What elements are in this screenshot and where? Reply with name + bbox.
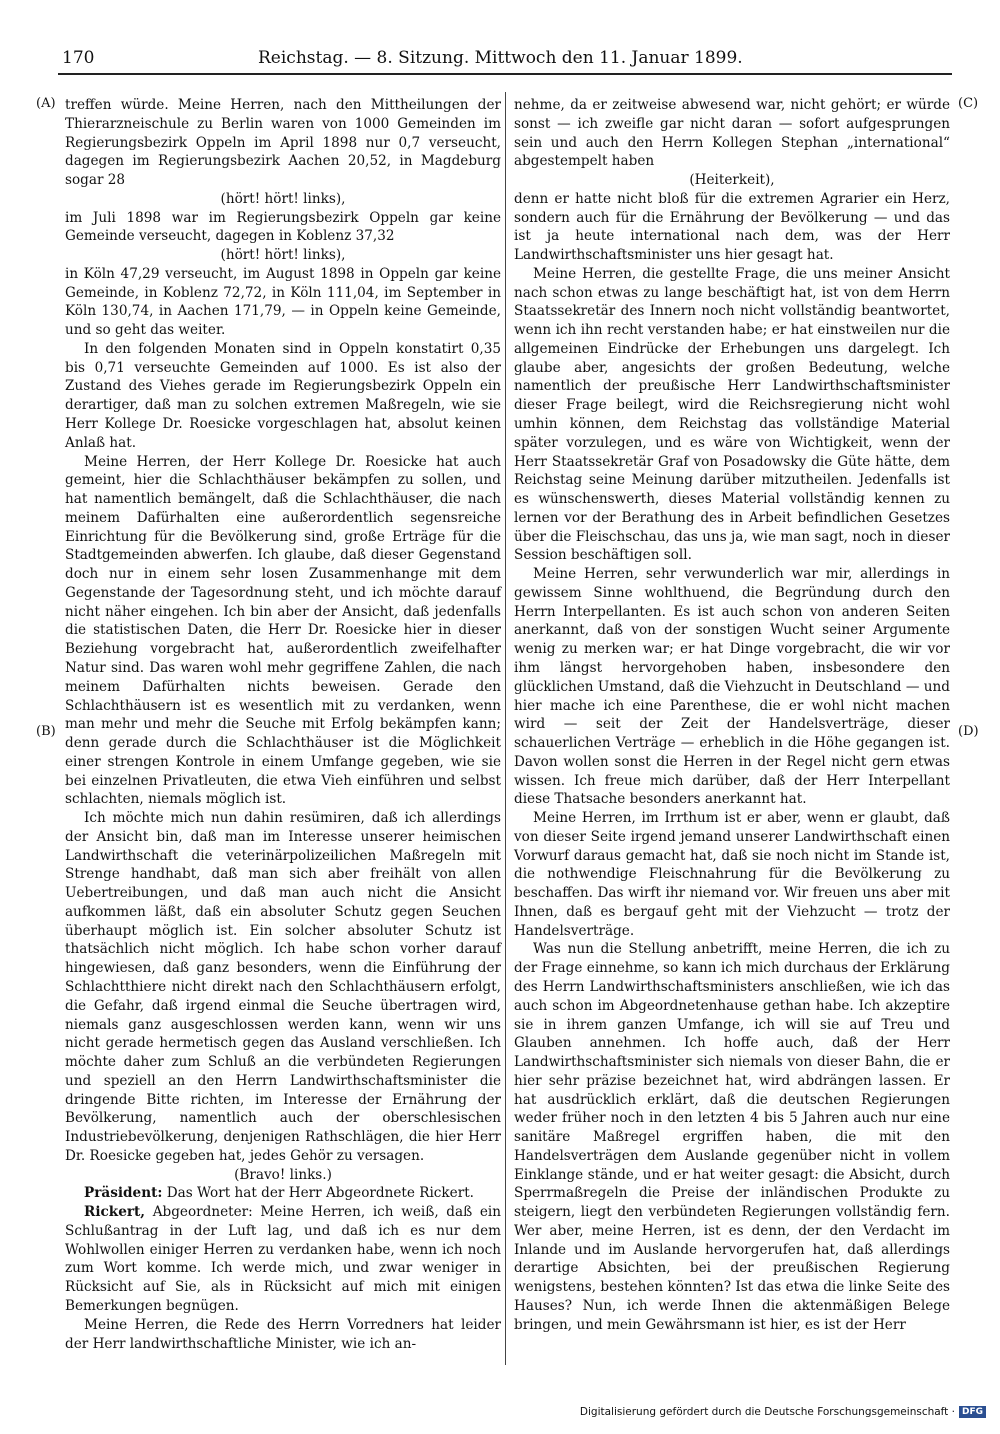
interjection: (Bravo! links.) xyxy=(234,1166,332,1183)
margin-mark-b: (B) xyxy=(36,724,56,739)
speaker-paragraph xyxy=(65,1203,501,1316)
paragraph: Meine Herren, sehr verwunderlich war mir, allerdings in gewissem Sinne wohlthuend, die Begründung durch den Herrn Interpellanten. Es ist auch schon von anderen Seiten anerkannt, daß von der sonstigen Wucht seiner Argumente wenig zu merken war; er hat Dinge vorgebracht, die wir vor ihm längst hervorgehoben haben, insbesondere den glücklichen Umstand, daß die Viehzucht in Deutschland — und hier mache ich eine Parenthese, die er wohl nicht machen wird — seit der Zeit der Handelsverträge, dieser schauerlichen Verträge — erheblich in die Höhe gegangen ist. Davon wollen sonst die Herren in der Regel nicht gern etwas wissen. Ich freue mich darüber, daß der Herr Interpellant diese Thatsache besonders anerkannt hat. xyxy=(514,566,950,808)
page-header xyxy=(58,46,952,74)
paragraph: Was nun die Stellung anbetrifft, meine Herren, die ich zu der Frage einnehme, so kann ich mich durchaus der Erklärung des Herrn Landwirthschaftsministers anschließen, wie ich das auch schon im Abgeordnetenhause gethan habe. Ich akzeptire sie in ihrem ganzen Umfange, ich will sie auf Treu und Glauben annehmen. Ich hoffe auch, daß der Herr Landwirthschaftsminister sich niemals von dieser Bahn, die er hier sehr präzise bezeichnet hat, wird abdrängen lassen. Er hat ausdrücklich erklärt, daß die deutschen Regierungen weder früher noch in den letzten 4 bis 5 Jahren auch nur eine sanitäre Maßregel ergriffen haben, die mit den Handelsverträgen dem Auslande gegenüber nicht in vollem Einklange stände, und er hat weiter gesagt: die Absicht, durch Sperrmaßregeln die Preise der inländischen Produkte zu steigern, liegt den verbündeten Regierungen vollständig fern. Wer aber, meine Herren, ist es denn, der den Verdacht im Inlande und im Auslande hervorgerufen hat, daß allerdings derartige Absichten, bei der preußischen Regierung wenigstens, bestehen könnten? Ist das etwa die linke Seite des Hauses? Nun, ich werde Ihnen die aktenmäßigen Belege bringen, und mein Gewährsmann ist hier, es ist der Herr xyxy=(514,941,950,1333)
interjection: (Heiterkeit), xyxy=(689,172,775,189)
digitization-footer xyxy=(580,1406,986,1418)
paragraph: Meine Herren, die gestellte Frage, die uns meiner Ansicht nach schon etwas zu lange beschäftigt hat, ist von dem Herrn Staatssekretär des Innern noch nicht vollständig beantwortet, wenn ich ihn recht verstanden habe; er hat einstweilen nur die allgemeinen Eindrücke der Erhebungen uns dargelegt. Ich glaube aber, angesichts der großen Bedeutung, welche namentlich der preußische Herr Landwirthschaftsminister dieser Frage beilegt, wird die Reichsregierung nicht wohl umhin können, dem Reichstag das vollständige Material später vorzulegen, und es wäre von Wichtigkeit, wenn der Herr Staatssekretär Graf von Posadowsky die Güte hätte, dem Reichstag seine Meinung darüber mitzutheilen. Jedenfalls ist es wünschenswerth, dieses Material vollständig kennen zu lernen vor der Berathung des in Arbeit befindlichen Gesetzes über die Fleischschau, das uns ja, wie man sagt, noch in dieser Session beschäftigen soll. xyxy=(514,265,950,564)
paragraph: nehme, da er zeitweise abwesend war, nicht gehört; er würde sonst — ich zweifle gar nicht daran — sofort aufgesprungen sein und auch den Herrn Kollegen Stephan „international“ abgestempelt haben xyxy=(514,97,950,170)
column-separator xyxy=(505,92,506,1365)
paragraph: Ich möchte mich nun dahin resümiren, daß ich allerdings der Ansicht bin, daß man im Interesse unserer heimischen Landwirthschaft die veterinärpolizeilichen Maßregeln mit Strenge handhabt, daß man sich aber freihält von allen Uebertreibungen, und daß man auch nicht die Ansicht aufkommen läßt, daß ein absoluter Schutz gegen Seuchen überhaupt möglich ist. Ein solcher absoluter Schutz ist thatsächlich nicht möglich. Ich habe schon vorher darauf hingewiesen, daß ganz besonders, wenn die Einführung der Schlachtthiere nicht direkt nach den Schlachthäusern erfolgt, die Gefahr, daß irgend einmal die Seuche übertragen wird, niemals ganz ausgeschlossen werden kann, wenn wir uns nicht gerade hermetisch gegen das Ausland verschließen. Ich möchte daher zum Schluß an die verbündeten Regierungen und speziell an den Herrn Landwirthschaftsminister die dringende Bitte richten, im Interesse der Ernährung der Bevölkerung, namentlich auch der oberschlesischen Industriebevölkerung, denjenigen Rathschlägen, die hier Herr Dr. Roesicke gegeben hat, jedes Gehör zu versagen. xyxy=(65,810,501,1164)
speech-text: Abgeordneter: Meine Herren, ich weiß, daß ein Schlußantrag in der Luft lag, und daß ich es nur dem Wohlwollen einiger Herren zu verdanken habe, wenn ich noch zum Wort komme. Ich werde mich, und zwar weniger in Rücksicht auf Sie, als in Rücksicht auf mich mit einigen Bemerkungen begnügen. xyxy=(65,1204,501,1314)
paragraph: In den folgenden Monaten sind in Oppeln konstatirt 0,35 bis 0,71 verseuchte Gemeinden auf 1000. Es ist also der Zustand des Viehes gerade im Regierungsbezirk Oppeln ein derartiger, daß man zu solchen extremen Maßregeln, wie sie Herr Kollege Dr. Roesicke vorgeschlagen hat, absolut keinen Anlaß hat. xyxy=(65,340,501,451)
paragraph: Meine Herren, die Rede des Herrn Vorredners hat leider der Herr landwirthschaftliche Minister, wie ich an- xyxy=(65,1316,501,1352)
right-column xyxy=(514,96,950,1335)
paragraph: denn er hatte nicht bloß für die extremen Agrarier ein Herz, sondern auch für die Ernährung der Bevölkerung — und das ist ja heute international nach dem, was der Herr Landwirthschaftsminister uns hier gesagt hat. xyxy=(514,190,950,264)
left-column xyxy=(65,96,501,1353)
page-number: 170 xyxy=(62,48,95,68)
footer-credit: Digitalisierung gefördert durch die Deutsche Forschungsgemeinschaft · xyxy=(579,1406,955,1418)
interjection: (hört! hört! links), xyxy=(220,247,346,264)
margin-mark-d: (D) xyxy=(958,724,979,739)
paragraph: treffen würde. Meine Herren, nach den Mittheilungen der Thierarzneischule zu Berlin waren von 1000 Gemeinden im Regierungsbezirk Oppeln im April 1898 nur 0,7 verseucht, dagegen im Regierungsbezirk Aachen 20,52, in Magdeburg sogar 28 xyxy=(65,97,501,189)
speaker-label: Rickert, xyxy=(84,1204,146,1221)
paragraph: im Juli 1898 war im Regierungsbezirk Oppeln gar keine Gemeinde verseucht, dagegen in Koblenz 37,32 xyxy=(65,209,501,245)
margin-mark-a: (A) xyxy=(36,96,56,111)
speaker-label: Präsident: xyxy=(84,1185,163,1202)
paragraph: Meine Herren, im Irrthum ist er aber, wenn er glaubt, daß von dieser Seite irgend jemand unserer Landwirthschaft einen Vorwurf daraus gemacht hat, daß sie noch nicht im Stande ist, die nothwendige Fleischnahrung für die Bevölkerung zu beschaffen. Das wirft ihr niemand vor. Wir freuen uns aber mit Ihnen, daß es bergauf geht mit der Viehzucht — trotz der Handelsverträge. xyxy=(514,810,950,939)
dfg-logo: DFG xyxy=(959,1406,986,1418)
speech-text: Das Wort hat der Herr Abgeordnete Rickert. xyxy=(166,1185,474,1202)
interjection: (hört! hört! links), xyxy=(220,190,346,207)
running-title: Reichstag. — 8. Sitzung. Mittwoch den 11. Januar 1899. xyxy=(258,48,743,68)
header-rule xyxy=(58,73,952,75)
speaker-paragraph xyxy=(65,1184,501,1203)
paragraph: in Köln 47,29 verseucht, im August 1898 in Oppeln gar keine Gemeinde, in Koblenz 72,72, in Köln 111,04, im September in Köln 130,74, in Aachen 171,79, — in Oppeln keine Gemeinde, und so geht das weiter. xyxy=(65,265,501,339)
margin-mark-c: (C) xyxy=(958,96,979,111)
paragraph: Meine Herren, der Herr Kollege Dr. Roesicke hat auch gemeint, hier die Schlachthäuser bekämpfen zu sollen, und hat namentlich bemängelt, daß die Schlachthäuser, die nach meinem Dafürhalten eine außerordentlich segensreiche Einrichtung für die Bevölkerung sind, große Erträge für die Stadtgemeinden abwerfen. Ich glaube, daß dieser Gegenstand doch nur in einem sehr losen Zusammenhange mit dem Gegenstande der Tagesordnung steht, und ich möchte darauf nicht näher eingehen. Ich bin aber der Ansicht, daß jedenfalls die statistischen Daten, die Herr Dr. Roesicke hier in dieser Beziehung vorgebracht hat, außerordentlich zweifelhafter Natur sind. Das waren wohl mehr gegriffene Zahlen, die nach meinem Dafürhalten nichts beweisen. Gerade den Schlachthäusern ist es wesentlich mit zu verdanken, wenn man mehr und mehr die Seuche mit Erfolg bekämpfen kann; denn gerade durch die Schlachthäuser ist die Möglichkeit einer strengen Kontrole in einem Umfange gegeben, wie sie bei einzelnen Privatleuten, die etwa Vieh einführen und selbst schlachten, niemals möglich ist. xyxy=(65,453,501,808)
